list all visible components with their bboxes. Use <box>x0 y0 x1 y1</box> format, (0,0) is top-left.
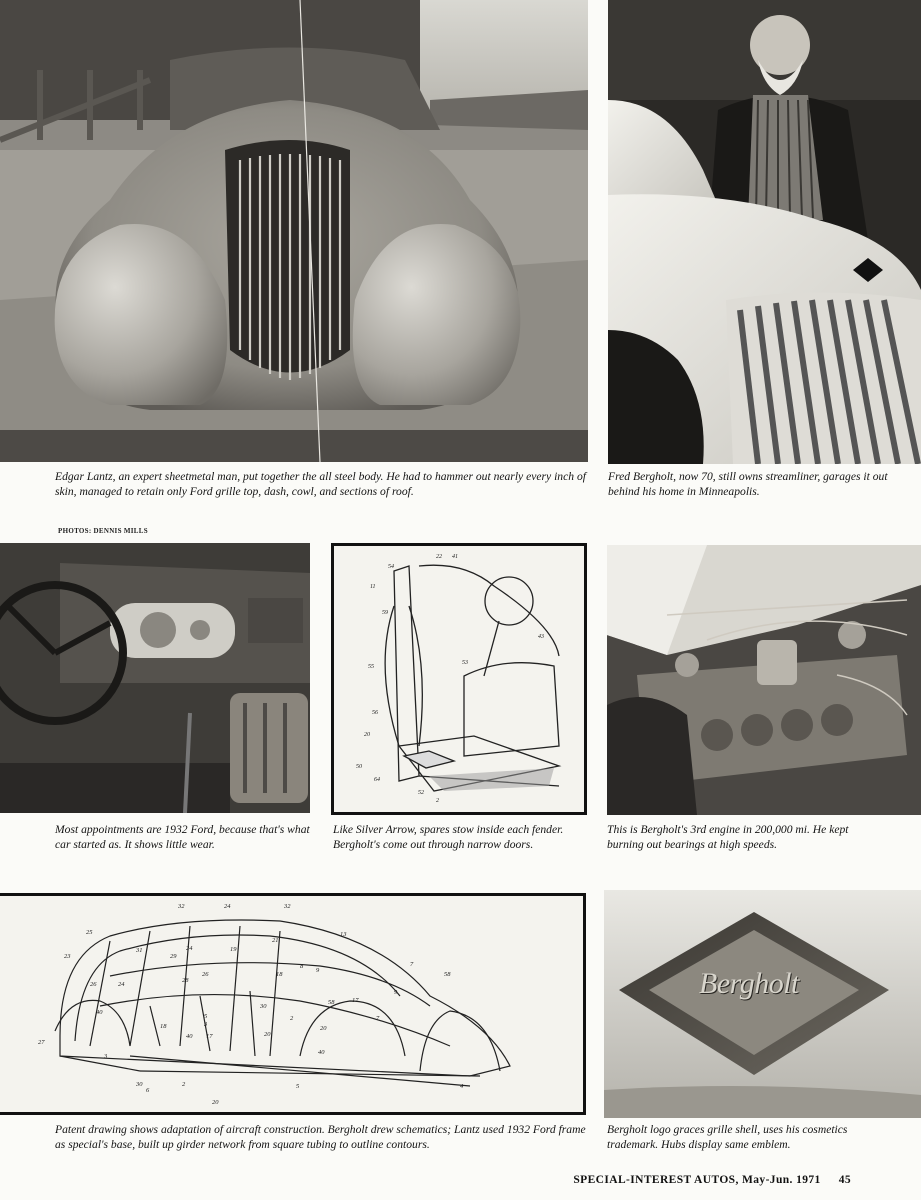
owner-photo-caption: Fred Bergholt, now 70, still owns streamliner, garages it out behind his home in Minneapolis. <box>608 470 888 498</box>
svg-text:17: 17 <box>352 997 359 1004</box>
svg-text:24: 24 <box>186 945 193 952</box>
svg-text:3: 3 <box>204 1021 208 1028</box>
owner-photo <box>608 0 921 464</box>
svg-text:50: 50 <box>356 764 362 770</box>
svg-text:20: 20 <box>320 1025 327 1032</box>
dashboard-photo-caption: Most appointments are 1932 Ford, because that's what car started as. It shows little wear. <box>55 823 310 851</box>
svg-text:52: 52 <box>418 790 424 796</box>
svg-text:40: 40 <box>96 1009 103 1016</box>
svg-text:9: 9 <box>316 967 320 974</box>
svg-text:24: 24 <box>118 981 125 988</box>
svg-text:30: 30 <box>136 1081 143 1088</box>
svg-text:31: 31 <box>136 947 143 954</box>
svg-text:3: 3 <box>104 1053 108 1060</box>
page-number: 45 <box>838 1174 851 1186</box>
svg-text:27: 27 <box>38 1039 45 1046</box>
svg-text:13: 13 <box>340 931 347 938</box>
svg-text:43: 43 <box>538 634 544 640</box>
patent-drawing-caption: Patent drawing shows adaptation of aircraft construction. Bergholt drew schematics; Lantz used 1932 Ford frame as special's base, built up girder network from square tubing to outline contours. <box>55 1123 586 1151</box>
svg-text:64: 64 <box>374 777 380 783</box>
svg-text:20: 20 <box>364 732 370 738</box>
svg-text:30: 30 <box>260 1003 267 1010</box>
bergholt-logo-photo <box>604 890 921 1118</box>
svg-text:32: 32 <box>178 903 185 910</box>
svg-text:23: 23 <box>64 953 71 960</box>
svg-text:21: 21 <box>272 937 279 944</box>
svg-text:25: 25 <box>86 929 93 936</box>
svg-text:28: 28 <box>182 977 189 984</box>
svg-text:26: 26 <box>90 981 97 988</box>
page-footer <box>573 1174 851 1186</box>
svg-text:18: 18 <box>160 1023 167 1030</box>
svg-text:56: 56 <box>372 710 378 716</box>
svg-text:2: 2 <box>436 798 439 804</box>
svg-text:20: 20 <box>212 1099 219 1106</box>
svg-text:40: 40 <box>186 1033 193 1040</box>
body-photo-caption: Edgar Lantz, an expert sheetmetal man, put together the all steel body. He had to hammer out nearly every inch of skin, managed to retain only Ford grille top, dash, cowl, and sections of roof. <box>55 470 586 498</box>
svg-text:7: 7 <box>410 961 414 968</box>
svg-text:32: 32 <box>284 903 291 910</box>
svg-text:8: 8 <box>300 963 304 970</box>
svg-text:53: 53 <box>462 660 468 666</box>
svg-text:59: 59 <box>382 610 388 616</box>
svg-text:24: 24 <box>224 903 231 910</box>
fender-drawing-caption: Like Silver Arrow, spares stow inside each fender. Bergholt's come out through narrow doors. <box>333 823 564 851</box>
car-body-photo <box>0 0 588 462</box>
dashboard-photo <box>0 543 310 813</box>
svg-text:2: 2 <box>182 1081 186 1088</box>
svg-text:11: 11 <box>370 584 376 590</box>
bergholt-logo-text: Bergholt <box>699 967 799 1000</box>
svg-text:6: 6 <box>146 1087 150 1094</box>
svg-text:9: 9 <box>394 989 398 996</box>
engine-photo <box>607 545 921 815</box>
svg-text:29: 29 <box>170 953 177 960</box>
engine-photo-caption: This is Bergholt's 3rd engine in 200,000 mi. He kept burning out bearings at high speeds. <box>607 823 849 851</box>
svg-text:54: 54 <box>388 564 394 570</box>
patent-frame-drawing <box>0 893 586 1115</box>
svg-text:19: 19 <box>230 946 237 953</box>
svg-text:58: 58 <box>444 971 451 978</box>
svg-text:22: 22 <box>436 554 442 560</box>
photo-credit: PHOTOS: DENNIS MILLS <box>58 527 148 535</box>
svg-text:41: 41 <box>452 554 458 560</box>
svg-text:26: 26 <box>202 971 209 978</box>
svg-text:17: 17 <box>206 1033 213 1040</box>
svg-text:55: 55 <box>368 664 374 670</box>
svg-text:5: 5 <box>204 1013 208 1020</box>
svg-text:5: 5 <box>296 1083 300 1090</box>
fender-spare-drawing <box>331 543 587 815</box>
svg-text:7: 7 <box>376 1015 380 1022</box>
svg-text:18: 18 <box>276 971 283 978</box>
svg-text:4: 4 <box>460 1083 464 1090</box>
svg-text:20: 20 <box>264 1031 271 1038</box>
svg-text:40: 40 <box>318 1049 325 1056</box>
svg-text:2: 2 <box>290 1015 294 1022</box>
svg-text:58: 58 <box>328 999 335 1006</box>
publication-name: SPECIAL-INTEREST AUTOS, May-Jun. 1971 <box>573 1174 821 1186</box>
logo-photo-caption: Bergholt logo graces grille shell, uses his cosmetics trademark. Hubs display same emblem. <box>607 1123 848 1151</box>
